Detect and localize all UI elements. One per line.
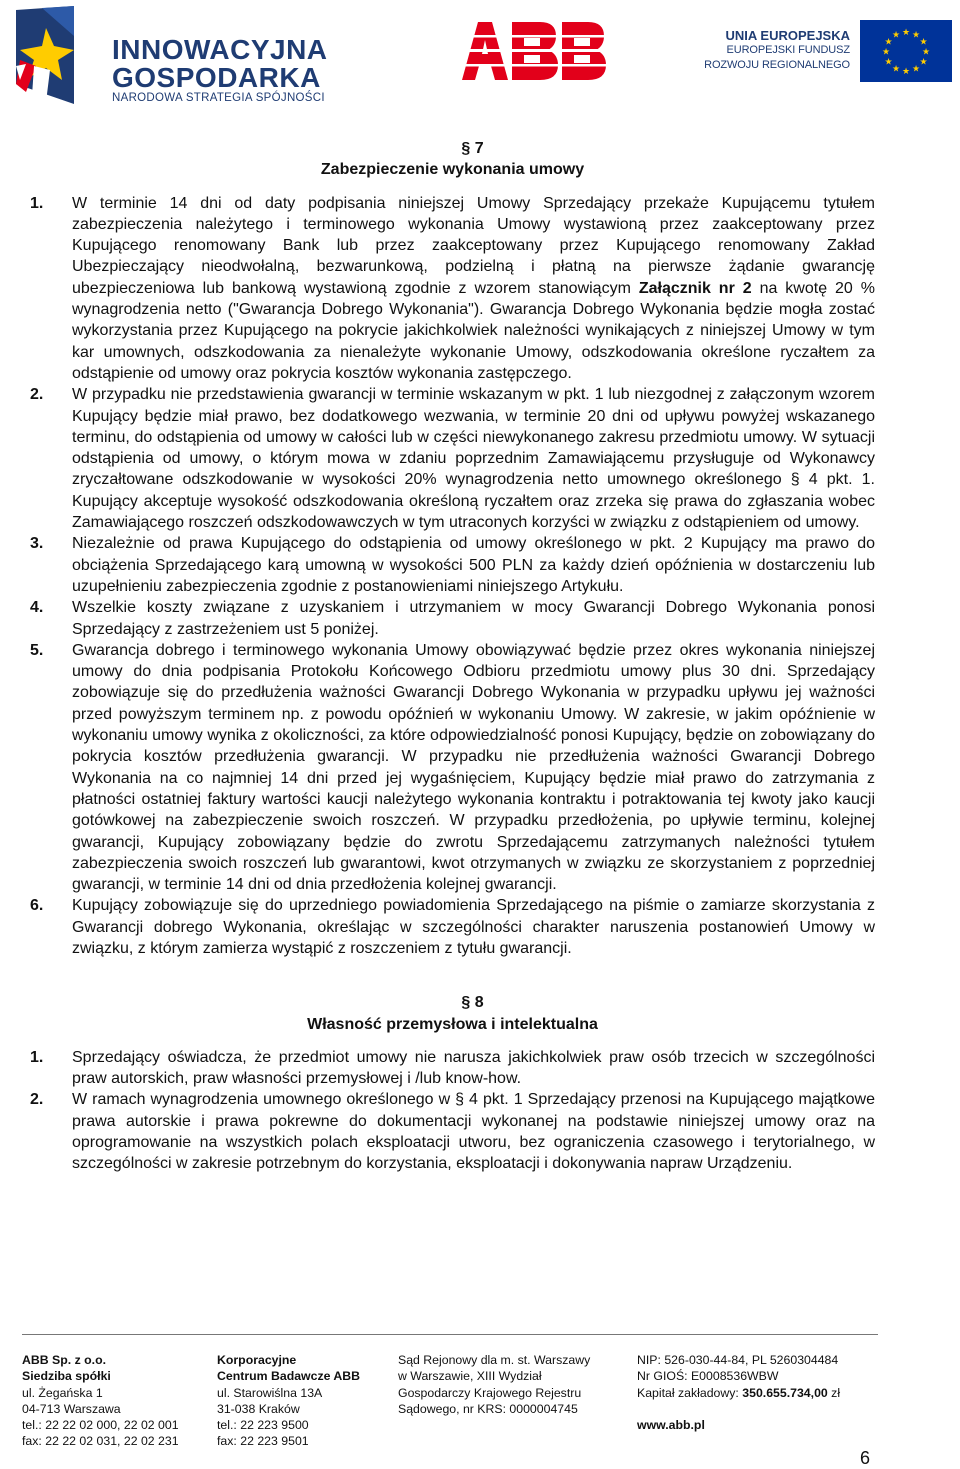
research-center-line2: Centrum Badawcze ABB <box>217 1369 361 1384</box>
eu-flag-icon <box>860 20 952 82</box>
page-header <box>0 0 960 115</box>
page-number: 6 <box>860 1448 871 1468</box>
company-street: ul. Żegańska 1 <box>22 1385 103 1400</box>
svg-text:★: ★ <box>919 37 928 48</box>
ig-subtitle: NARODOWA STRATEGIA SPÓJNOŚCI <box>112 92 325 104</box>
research-center-line1: Korporacyjne <box>217 1353 297 1367</box>
list-item <box>30 1089 875 1174</box>
list-item <box>30 1047 875 1090</box>
footer-company-address <box>22 1352 212 1450</box>
footer-tax-info <box>637 1352 887 1433</box>
list-item <box>30 384 875 533</box>
svg-text:★: ★ <box>881 47 891 58</box>
footer-research-center <box>217 1352 397 1450</box>
svg-text:★: ★ <box>921 47 931 58</box>
eu-title: UNIA EUROPEJSKA <box>725 28 850 43</box>
item-number: 1. <box>30 1048 44 1066</box>
item-number: 6. <box>30 897 44 915</box>
item-text: Niezależnie od prawa Kupującego do odstąpienia od umowy określonego w pkt. 2 Kupujący ma prawo do obciążenia Sprzedającego karą umowną w wysokości 500 PLN za każdy dzień opóźnienia w dostarczeniu lub uzupełnieniu zabezpieczenia zgodnie z postanowieniami niniejszego Artykułu. <box>72 535 875 595</box>
eu-fund-logo <box>690 20 955 84</box>
nip-number: NIP: 526-030-44-84, PL 5260304484 <box>637 1353 839 1367</box>
item-text: Kupujący zobowiązuje się do uprzedniego powiadomienia Sprzedającego na piśmie o zamiarze skorzystania z Gwarancji dobrego Wykonania, określając w szczególności charakter naruszenia postanowień Umowy w związku, z którym zamierza wystąpić z roszczeniem z tytułu gwarancji. <box>72 897 875 957</box>
item-text-part: W terminie 14 dni od daty podpisania niniejszej Umowy Sprzedający przekaże Kupującemu tytułem zabezpieczenia należytego i terminowego wykonania Umowy wystawioną przez zaakceptowany przez Kupującego renomowany Bank lub przez zaakceptowany przez Kupującego renomowany Zakład Ubezpieczający nieodwołalną, bezwarunkową, podzielną i płatną na pierwsze żądanie gwarancję ubezpieczeniowa lub bankową wystawioną zgodnie z wzorem stanowiącym <box>72 194 875 297</box>
item-text: Gwarancja dobrego i terminowego wykonania Umowy obowiązywać będzie przez okres wykonania niniejszej umowy do dnia podpisania Protokołu Końcowego Odbioru przedmiotu umowy plus 30 dni. Sprzedający zobowiązuje się do przedłużenia ważności Gwarancji Dobrego Wykonania w przypadku upływu jej ważności przed powyższym terminem np. z powodu opóźnień w wykonaniu Umowy. W zakresie, w jakim opóźnienie w wykonaniu umowy wynika z okoliczności, za które odpowiedzialność ponosi Kupujący, będzie on zobowiązany do pokrycia kosztów przedłużenia gwarancji. W przypadku nie przedłużenia ważności Gwarancji Dobrego Wykonania na co najmniej 14 dni przed jej wygaśnięciem, Kupujący będzie miał prawo do zatrzymania z płatności ostatniej faktury wartości kaucji należytego wykonania kontraktu i potraktowania tej kwoty jako kaucji gotówkowej na zabezpieczenie swoich roszczeń. W przypadku przedłożenia, po upływie terminu, kolejnej gwarancji, Kupujący zobowiązany będzie do zwrotu Sprzedającemu zatrzymanych należności tytułem zabezpieczenia swoich roszczeń lub gwarantowi, kwot otrzymanych w związku ze skorzystaniem z poprzedniej gwarancji, w terminie 14 dni od dnia przedłożenia kolejnej gwarancji. <box>72 641 875 894</box>
item-number: 1. <box>30 194 44 212</box>
item-number: 5. <box>30 641 44 659</box>
item-text: Sprzedający oświadcza, że przedmiot umowy nie narusza jakichkolwiek praw osób trzecich w szczególności praw autorskich, praw własności przemysłowej i /lub know-how. <box>72 1048 875 1088</box>
attachment-reference: Załącznik nr 2 <box>638 279 752 297</box>
section-8-mark: § 8 <box>461 994 484 1012</box>
item-text: W przypadku nie przedstawienia gwarancji w terminie wskazanym w pkt. 1 lub niezgodnej z załączonym wzorem Kupujący będzie miał prawo, bez dodatkowego wezwania, w terminie 20 dni od upływu powyżej wskazanego terminu, do odstąpienia od umowy w całości lub w części niewykonanego zakresu przedmiotu umowy. W sytuacji odstąpienia od umowy, o którym mowa w zdaniu poprzednim Zamawiającemu przysługuje od Wykonawcy zryczałtowane odszkodowanie w wysokości 20% wynagrodzenia netto umownego określonego § 4 pkt. 1. Kupujący akceptuje wysokość odszkodowania określoną ryczałtem oraz zrzeka się prawa do zgłaszania wobec Zamawiającego roszczeń odszkodowawczych w tym utraconych korzyści w związku z odstąpieniem od umowy. <box>72 386 875 532</box>
research-center-street: ul. Starowiślna 13A <box>217 1385 323 1400</box>
svg-text:★: ★ <box>884 37 893 48</box>
court-line2: w Warszawie, XIII Wydział <box>398 1369 542 1384</box>
svg-text:★: ★ <box>891 64 901 75</box>
innowacyjna-gospodarka-logo <box>12 6 342 106</box>
research-center-city: 31-038 Kraków <box>217 1401 300 1416</box>
item-number: 2. <box>30 386 44 404</box>
item-number: 3. <box>30 535 44 553</box>
svg-text:★: ★ <box>911 30 921 41</box>
item-text: W ramach wynagrodzenia umownego określonego w § 4 pkt. 1 Sprzedający przenosi na Kupującego majątkowe prawa autorskie i prawa pokrewne do dokumentacji wykonanej na podstawie niniejszej umowy oraz na oprogramowanie na wszystkich polach eksploatacji utworu, bez ograniczenia czasowego i terytorialnego, w szczególności w zakresie potrzebnym do korzystania, eksploatacji i dokonywania napraw Urządzeniu. <box>72 1091 875 1173</box>
company-phone: tel.: 22 22 02 000, 22 02 001 <box>22 1418 179 1433</box>
share-capital-label: Kapitał zakładowy: <box>637 1385 743 1400</box>
company-name: ABB Sp. z o.o. <box>22 1353 107 1367</box>
research-center-phone: tel.: 22 223 9500 <box>217 1418 309 1433</box>
court-line3: Gospodarczy Krajowego Rejestru <box>398 1385 582 1400</box>
section-8-title: Własność przemysłowa i intelektualna <box>307 1015 598 1033</box>
svg-text:★: ★ <box>901 28 911 38</box>
company-fax: fax: 22 22 02 031, 22 02 231 <box>22 1434 179 1449</box>
share-capital-value: 350.655.734,00 <box>742 1385 828 1400</box>
svg-text:★: ★ <box>901 67 911 77</box>
ig-title-line2: GOSPODARKA <box>112 62 321 93</box>
abb-logo <box>462 22 606 80</box>
company-city: 04-713 Warszawa <box>22 1401 121 1416</box>
court-line4: Sądowego, nr KRS: 0000004745 <box>398 1401 578 1416</box>
svg-text:★: ★ <box>911 64 921 75</box>
document-body <box>30 138 875 1175</box>
eu-text-block <box>690 28 850 73</box>
item-text: Wszelkie koszty związane z uzyskaniem i utrzymaniem w mocy Gwarancji Dobrego Wykonania ponosi Sprzedający z zastrzeżeniem ust 5 poniżej. <box>72 599 875 638</box>
research-center-fax: fax: 22 223 9501 <box>217 1434 309 1449</box>
ig-flag-icon <box>12 6 102 106</box>
list-item <box>30 640 875 896</box>
list-item <box>30 533 875 597</box>
item-number: 4. <box>30 599 44 617</box>
svg-text:★: ★ <box>891 30 901 41</box>
court-line1: Sąd Rejonowy dla m. st. Warszawy <box>398 1353 591 1367</box>
website-link[interactable]: www.abb.pl <box>637 1418 705 1433</box>
item-text <box>72 193 875 385</box>
ig-title-line1: INNOWACYJNA <box>112 34 328 65</box>
item-number: 2. <box>30 1091 44 1109</box>
svg-text:★: ★ <box>919 57 928 68</box>
footer-court-registry <box>398 1352 633 1417</box>
list-item <box>30 895 875 959</box>
gios-number: Nr GIOŚ: E0008536WBW <box>637 1369 779 1384</box>
footer-divider <box>22 1334 878 1335</box>
eu-fund-line1: EUROPEJSKI FUNDUSZ <box>726 44 850 56</box>
share-capital <box>637 1385 887 1401</box>
svg-text:★: ★ <box>884 57 893 68</box>
section-7-mark: § 7 <box>461 140 484 157</box>
share-capital-unit: zł <box>827 1385 841 1400</box>
list-item <box>30 193 875 385</box>
eu-fund-line2: ROZWOJU REGIONALNEGO <box>704 59 850 71</box>
list-item <box>30 597 875 640</box>
item-text-part: na kwotę 20 % wynagrodzenia netto ("Gwarancja Dobrego Wykonania"). Gwarancja Dobrego Wykonania będzie mogła zostać wykorzystania przez Kupującego na pokrycie jakichkolwiek należności wynikających z niniejszej Umowy w tym kar umownych, odszkodowania za nienależyte wykonanie Umowy, odszkodowania określone ryczałtem za odstąpienie od umowy oraz pokrycia kosztów wykonania zastępczego. <box>72 279 875 382</box>
company-seat-label: Siedziba spółki <box>22 1369 111 1384</box>
section-7-title: Zabezpieczenie wykonania umowy <box>320 161 585 179</box>
